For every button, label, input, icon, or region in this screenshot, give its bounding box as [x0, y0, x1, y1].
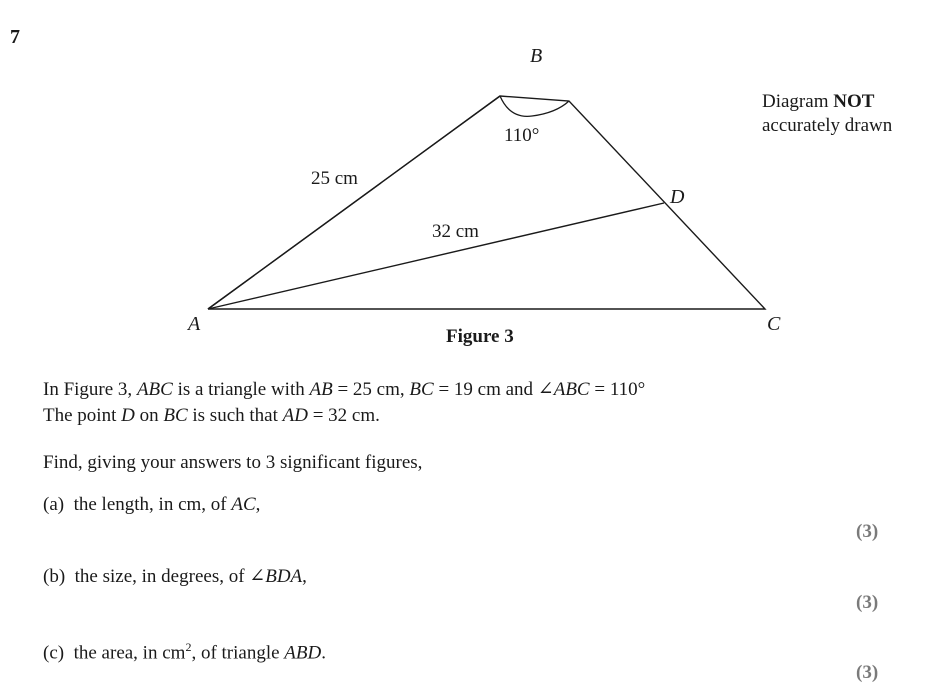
part-c: (c) the area, in $cm^2$, of triangle ABD. [43, 640, 326, 664]
part-a: (a) the length, in cm, of AC, [43, 494, 261, 515]
part-b: (b) the size, in degrees, of ∠BDA, [43, 566, 307, 587]
point-label-a: A [188, 313, 201, 335]
part-c-marks: (3) [856, 662, 879, 683]
angle-b-label: 110° [504, 125, 540, 146]
diagram-note [762, 90, 892, 138]
point-label-d: D [670, 186, 685, 208]
diagram-note-bold: NOT [833, 91, 875, 112]
instruction-text: Find, giving your answers to 3 significant figures, [43, 452, 423, 473]
diagram-note-line2: accurately drawn [762, 115, 893, 136]
point-label-c: C [767, 313, 781, 335]
point-label-b: B [530, 45, 543, 67]
part-a-label: (a) [43, 494, 65, 515]
statement-line-1: In Figure 3, ABC is a triangle with AB = 25 cm, BC = 19 cm and ∠ABC = 110° [43, 379, 646, 400]
segment-ad [208, 203, 664, 309]
part-a-marks: (3) [856, 521, 879, 542]
figure-caption: Figure 3 [446, 326, 514, 347]
ab-length-label: 25 cm [311, 168, 358, 189]
ad-length-label: 32 cm [432, 221, 479, 242]
part-c-label: (c) [43, 642, 65, 664]
part-b-marks: (3) [856, 592, 879, 613]
statement-line-2: The point D on BC is such that AD = 32 cm. [43, 405, 380, 426]
question-number: 7 [10, 26, 20, 48]
diagram-note-prefix: Diagram [762, 91, 834, 112]
diagram-note-line1 [762, 90, 892, 114]
part-b-label: (b) [43, 566, 66, 587]
